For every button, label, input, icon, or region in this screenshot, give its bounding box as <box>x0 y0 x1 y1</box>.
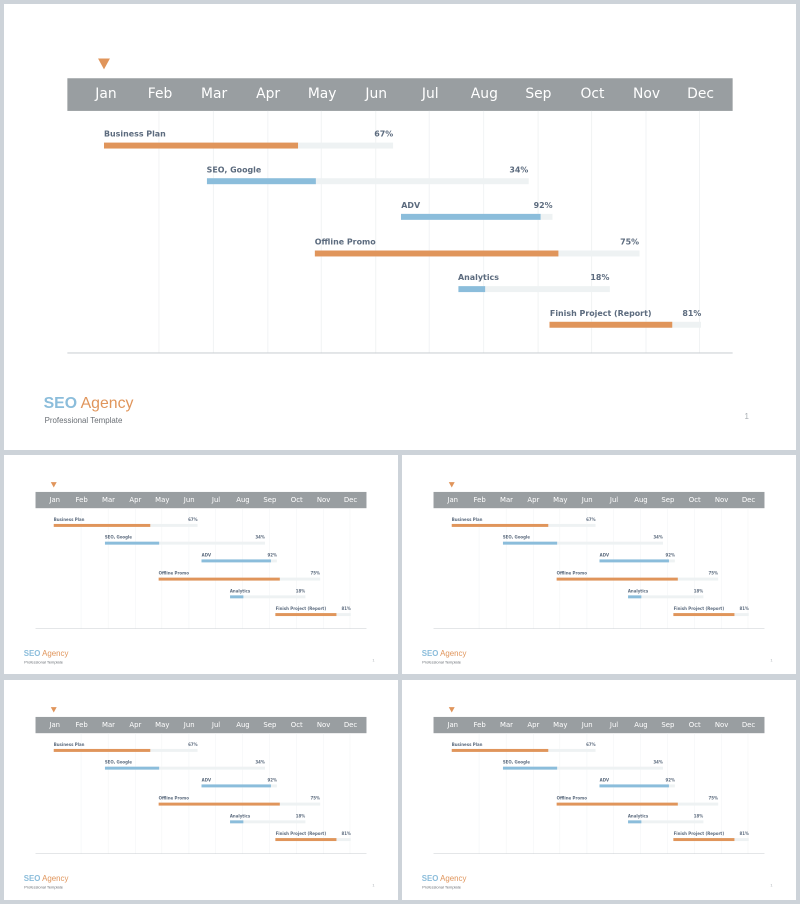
task-bar-fill <box>105 542 159 545</box>
task-bar-track <box>550 322 701 328</box>
brand-agency: Agency <box>440 874 467 883</box>
task-bar-track <box>401 214 552 220</box>
task-progress-label: 92% <box>533 201 553 211</box>
task-label: Offline Promo <box>556 571 587 576</box>
task-label: ADV <box>599 553 610 558</box>
task-label: SEO, Google <box>104 760 132 765</box>
month-label: Jan <box>95 86 117 103</box>
month-label: Nov <box>714 720 729 729</box>
task-bar-track <box>674 613 749 616</box>
brand-subtitle: Professional Template <box>24 659 63 665</box>
brand-agency: Agency <box>42 874 69 883</box>
task-progress-label: 92% <box>665 553 675 558</box>
task-label: Analytics <box>229 813 251 819</box>
task-progress-label: 67% <box>586 517 596 522</box>
task-label: ADV <box>201 778 212 783</box>
task-progress-label: 67% <box>188 517 198 522</box>
task-label: Analytics <box>458 273 499 282</box>
task-label: SEO, Google <box>502 535 530 540</box>
month-label: Feb <box>147 86 173 103</box>
task-bar-fill <box>557 577 678 580</box>
brand-logo <box>24 875 69 884</box>
task-label: Offline Promo <box>158 571 189 576</box>
task-bar-track <box>557 802 718 805</box>
task-bar-track <box>276 613 351 616</box>
month-label: Sep <box>661 720 675 729</box>
month-label: Dec <box>343 495 358 504</box>
brand-logo <box>44 395 134 413</box>
month-header <box>36 717 367 733</box>
task-bar-track <box>452 524 596 527</box>
task-bar-track <box>628 595 703 598</box>
page-number: 1 <box>744 411 749 421</box>
month-label: Dec <box>343 720 358 729</box>
task-bar-fill <box>600 560 669 563</box>
slide-thumb-2[interactable] <box>402 455 796 674</box>
task-progress-label: 67% <box>374 129 394 139</box>
task-label: Analytics <box>627 588 649 594</box>
slide-content <box>4 680 398 900</box>
month-label: Apr <box>527 495 540 504</box>
task-bar-fill <box>458 286 485 292</box>
current-month-marker-icon <box>449 482 455 487</box>
task-label: Finish Project (Report) <box>275 831 327 837</box>
task-bar-fill <box>276 613 337 616</box>
task-bar-track <box>503 542 663 545</box>
chart-baseline <box>67 352 732 353</box>
month-label: Jan <box>447 720 459 729</box>
page-number: 1 <box>372 657 375 663</box>
month-label: Mar <box>200 86 228 103</box>
task-bar-track <box>207 178 529 184</box>
month-label: Feb <box>75 495 88 504</box>
brand-subtitle: Professional Template <box>422 659 461 665</box>
month-header <box>36 492 367 508</box>
month-label: Jun <box>183 495 195 504</box>
month-label: Feb <box>473 495 486 504</box>
month-label: Nov <box>316 495 331 504</box>
month-label: Aug <box>236 720 250 729</box>
task-bar-track <box>674 838 749 841</box>
month-label: Aug <box>634 720 648 729</box>
page-number: 1 <box>770 882 773 888</box>
task-label: Offline Promo <box>556 796 587 801</box>
month-label: Sep <box>661 495 675 504</box>
task-progress-label: 81% <box>739 606 749 612</box>
month-label: Dec <box>687 86 714 103</box>
task-label: Analytics <box>627 813 649 819</box>
slide-content <box>4 4 796 450</box>
task-progress-label: 75% <box>708 796 718 801</box>
task-progress-label: 34% <box>653 760 663 765</box>
brand-subtitle: Professional Template <box>422 884 461 890</box>
task-label: Analytics <box>229 588 251 594</box>
task-bar-fill <box>159 577 280 580</box>
task-bar-fill <box>557 802 678 805</box>
task-bar-track <box>557 577 718 580</box>
month-label: Oct <box>580 86 605 103</box>
brand-agency: Agency <box>42 649 69 658</box>
brand-subtitle: Professional Template <box>44 415 123 425</box>
task-progress-label: 75% <box>310 796 320 801</box>
task-label: Finish Project (Report) <box>673 606 725 612</box>
month-label: Apr <box>129 495 142 504</box>
month-label: Jun <box>183 720 195 729</box>
month-label: Oct <box>290 495 303 504</box>
task-bar-track <box>159 577 320 580</box>
month-header <box>434 492 765 508</box>
task-bar-fill <box>276 838 337 841</box>
task-bar-fill <box>452 524 548 527</box>
month-label: May <box>155 495 170 504</box>
month-label: Oct <box>290 720 303 729</box>
month-label: Jul <box>609 720 619 729</box>
brand-logo <box>422 650 467 659</box>
task-progress-label: 75% <box>310 571 320 576</box>
month-label: Jul <box>211 495 221 504</box>
brand-seo: SEO <box>421 874 439 883</box>
task-progress-label: 34% <box>255 535 265 540</box>
task-bar-fill <box>202 560 271 563</box>
slide-content <box>402 455 796 674</box>
month-label: Sep <box>263 720 277 729</box>
task-bar-fill <box>315 250 558 256</box>
brand-seo: SEO <box>23 874 41 883</box>
task-label: Business Plan <box>451 517 483 522</box>
month-label: May <box>553 720 568 729</box>
task-label: Business Plan <box>103 129 166 139</box>
month-label: May <box>307 86 337 103</box>
task-progress-label: 34% <box>653 535 663 540</box>
task-bar-fill <box>202 785 271 788</box>
slide-content <box>402 680 796 900</box>
month-label: Nov <box>632 86 661 103</box>
task-bar-track <box>452 749 596 752</box>
month-label: Dec <box>741 495 756 504</box>
task-bar-fill <box>628 595 642 598</box>
task-progress-label: 92% <box>665 778 675 783</box>
task-progress-label: 81% <box>341 831 351 837</box>
task-progress-label: 81% <box>739 831 749 837</box>
task-label: ADV <box>599 778 610 783</box>
task-progress-label: 67% <box>188 742 198 747</box>
task-bar-fill <box>452 749 548 752</box>
brand-logo <box>422 875 467 884</box>
task-progress-label: 92% <box>267 778 277 783</box>
task-bar-track <box>458 286 609 292</box>
task-label: Business Plan <box>53 742 85 747</box>
task-bar-fill <box>159 802 280 805</box>
task-label: Business Plan <box>53 517 85 522</box>
task-bar-track <box>159 802 320 805</box>
brand-subtitle: Professional Template <box>24 884 63 890</box>
gridline <box>429 111 430 354</box>
task-progress-label: 18% <box>693 813 704 819</box>
task-progress-label: 34% <box>255 760 265 765</box>
month-label: Apr <box>256 86 281 103</box>
task-progress-label: 81% <box>341 606 351 612</box>
brand-agency: Agency <box>80 395 134 412</box>
month-label: Jun <box>365 86 388 103</box>
month-label: Aug <box>236 495 250 504</box>
gridline <box>537 111 538 354</box>
month-label: Apr <box>527 720 540 729</box>
task-bar-track <box>315 250 639 256</box>
page-number: 1 <box>770 657 773 663</box>
slide-thumb-4[interactable] <box>402 680 796 900</box>
task-bar-fill <box>503 767 557 770</box>
gridline <box>483 111 484 354</box>
task-bar-track <box>105 542 265 545</box>
task-bar-fill <box>54 749 150 752</box>
month-label: Jan <box>49 720 61 729</box>
task-progress-label: 92% <box>267 553 277 558</box>
task-bar-fill <box>401 214 540 220</box>
task-label: Finish Project (Report) <box>673 831 725 837</box>
current-month-marker-icon <box>51 482 57 487</box>
month-label: Jun <box>581 495 593 504</box>
month-label: Jul <box>421 86 439 103</box>
task-label: Business Plan <box>451 742 483 747</box>
task-bar-track <box>600 560 675 563</box>
task-label: SEO, Google <box>502 760 530 765</box>
task-label: SEO, Google <box>206 165 262 175</box>
month-label: Jul <box>609 495 619 504</box>
task-progress-label: 75% <box>708 571 718 576</box>
task-label: Finish Project (Report) <box>275 606 327 612</box>
month-header <box>434 717 765 733</box>
task-label: ADV <box>401 201 421 211</box>
task-progress-label: 75% <box>620 237 640 247</box>
task-progress-label: 18% <box>295 588 306 594</box>
task-label: Offline Promo <box>158 796 189 801</box>
task-bar-fill <box>503 542 557 545</box>
task-progress-label: 67% <box>586 742 596 747</box>
task-bar-track <box>202 560 277 563</box>
brand-logo <box>24 650 69 659</box>
month-label: Nov <box>714 495 729 504</box>
task-bar-track <box>230 820 305 823</box>
slide-thumb-3[interactable] <box>4 680 398 900</box>
month-label: Mar <box>101 720 116 729</box>
task-bar-track <box>202 785 277 788</box>
task-progress-label: 18% <box>590 273 610 282</box>
task-label: SEO, Google <box>104 535 132 540</box>
month-label: May <box>155 720 170 729</box>
task-bar-track <box>230 595 305 598</box>
task-bar-fill <box>230 595 244 598</box>
task-bar-track <box>104 143 393 149</box>
task-progress-label: 34% <box>509 165 529 175</box>
slide-content <box>4 455 398 674</box>
brand-agency: Agency <box>440 649 467 658</box>
month-label: Jun <box>581 720 593 729</box>
slide-thumb-1[interactable] <box>4 455 398 674</box>
month-label: Apr <box>129 720 142 729</box>
task-bar-fill <box>54 524 150 527</box>
month-label: Oct <box>688 495 701 504</box>
month-label: Feb <box>473 720 486 729</box>
task-bar-track <box>54 749 198 752</box>
task-label: ADV <box>201 553 212 558</box>
brand-seo: SEO <box>421 649 439 658</box>
month-label: Mar <box>499 720 514 729</box>
task-progress-label: 81% <box>682 308 702 318</box>
month-label: Dec <box>741 720 756 729</box>
month-label: Aug <box>634 495 648 504</box>
task-progress-label: 18% <box>693 588 704 594</box>
month-header <box>67 78 732 111</box>
task-bar-track <box>628 820 703 823</box>
task-bar-fill <box>628 820 642 823</box>
task-bar-track <box>54 524 198 527</box>
task-bar-fill <box>674 613 735 616</box>
brand-seo: SEO <box>23 649 41 658</box>
month-label: Feb <box>75 720 88 729</box>
task-label: Finish Project (Report) <box>549 308 652 318</box>
current-month-marker-icon <box>51 707 57 712</box>
task-bar-fill <box>104 143 298 149</box>
month-label: Sep <box>263 495 277 504</box>
task-bar-fill <box>105 767 159 770</box>
task-bar-fill <box>207 178 316 184</box>
month-label: May <box>553 495 568 504</box>
month-label: Mar <box>499 495 514 504</box>
slide-main[interactable] <box>4 4 796 450</box>
current-month-marker-icon <box>449 707 455 712</box>
task-bar-fill <box>600 785 669 788</box>
task-progress-label: 18% <box>295 813 306 819</box>
task-label: Offline Promo <box>314 237 376 247</box>
month-label: Mar <box>101 495 116 504</box>
task-bar-track <box>600 785 675 788</box>
page-number: 1 <box>372 882 375 888</box>
month-label: Aug <box>470 86 498 103</box>
task-bar-fill <box>674 838 735 841</box>
month-label: Nov <box>316 720 331 729</box>
task-bar-fill <box>550 322 673 328</box>
task-bar-track <box>503 767 663 770</box>
brand-seo: SEO <box>43 395 78 412</box>
task-bar-fill <box>230 820 244 823</box>
month-label: Jan <box>447 495 459 504</box>
month-label: Jul <box>211 720 221 729</box>
month-label: Sep <box>525 86 552 103</box>
task-bar-track <box>276 838 351 841</box>
current-month-marker-icon <box>98 58 110 69</box>
month-label: Oct <box>688 720 701 729</box>
task-bar-track <box>105 767 265 770</box>
month-label: Jan <box>49 495 61 504</box>
